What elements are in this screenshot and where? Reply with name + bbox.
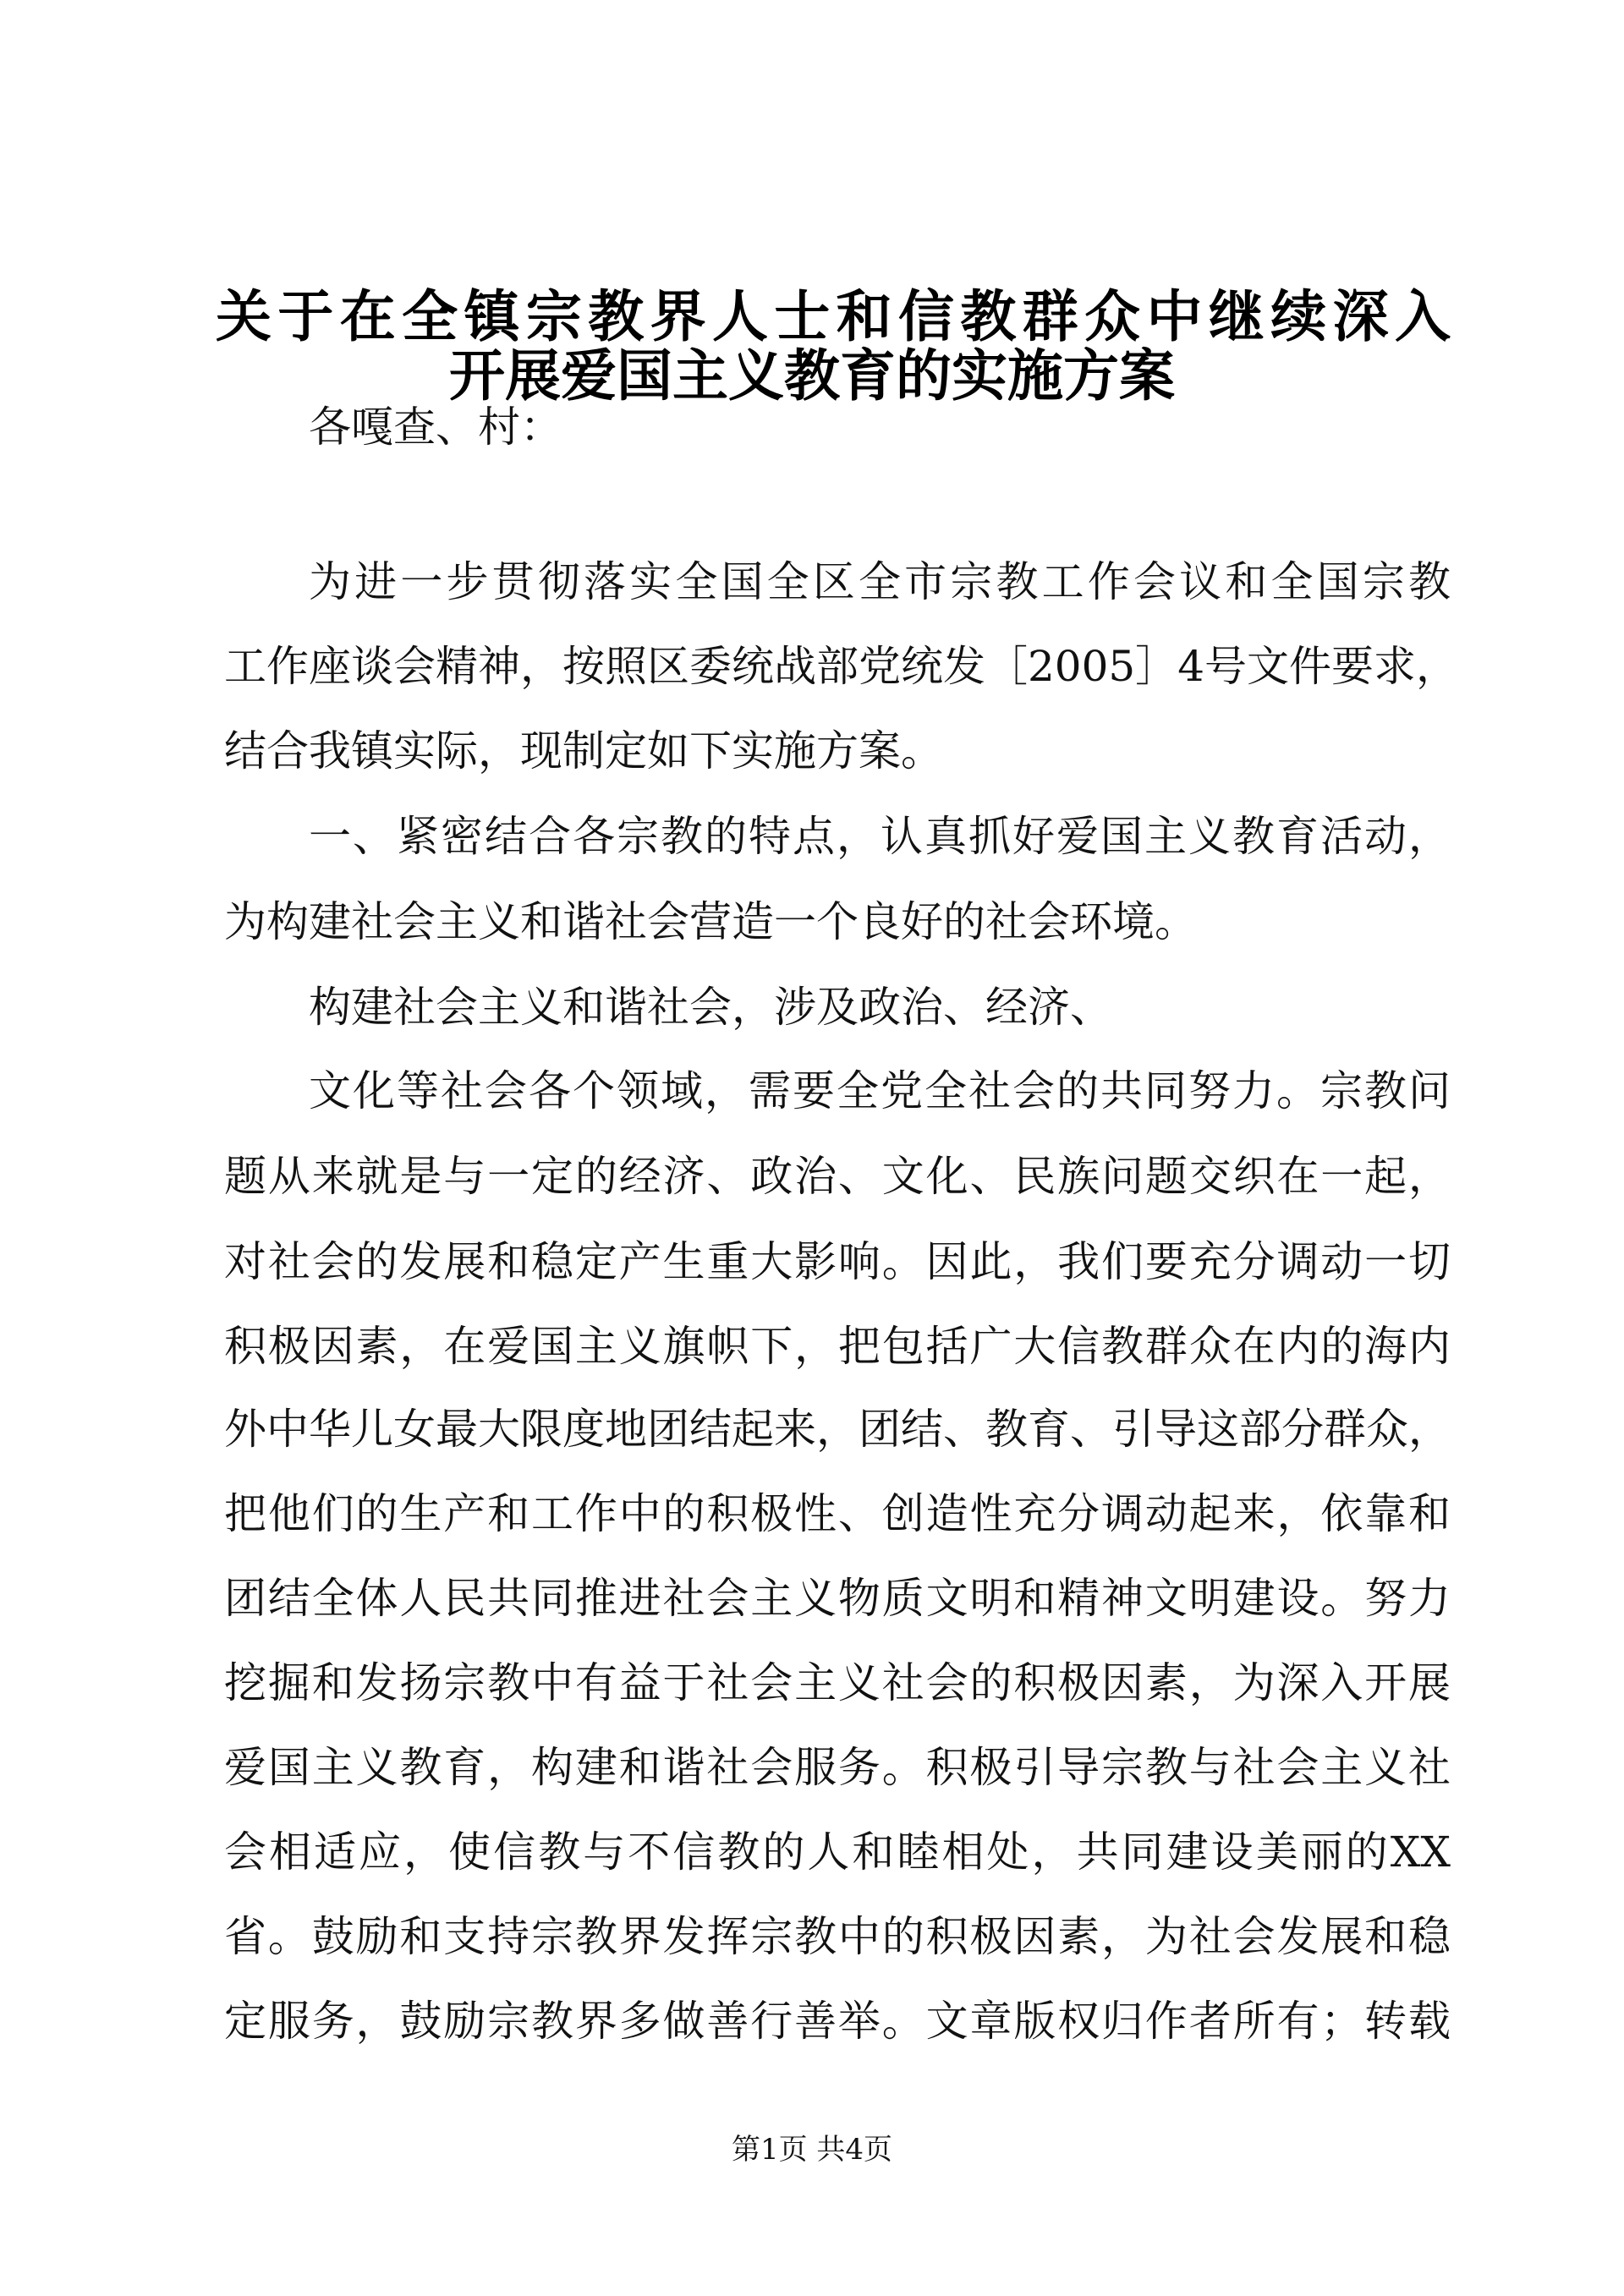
body-line: 为进一步贯彻落实全国全区全市宗教工作会议和全国宗教 (309, 557, 1451, 606)
body-line: 题从来就是与一定的经济、政治、文化、民族问题交织在一起， (224, 1152, 1451, 1201)
document-title-line-2: 开展爱国主义教育的实施方案 (449, 342, 1175, 408)
body-line: 为构建社会主义和谐社会营造一个良好的社会环境。 (224, 897, 1197, 946)
body-line: 把他们的生产和工作中的积极性、创造性充分调动起来，依靠和 (224, 1489, 1451, 1538)
body-line: 爱国主义教育，构建和谐社会服务。积极引导宗教与社会主义社 (224, 1743, 1451, 1792)
body-line: 对社会的发展和稳定产生重大影响。因此，我们要充分调动一切 (224, 1237, 1451, 1286)
body-line: 外中华儿女最大限度地团结起来，团结、教育、引导这部分群众， (224, 1405, 1451, 1454)
body-line: 挖掘和发扬宗教中有益于社会主义社会的积极因素，为深入开展 (224, 1658, 1451, 1707)
body-line: 定服务，鼓励宗教界多做善行善举。文章版权归作者所有；转载 (224, 1997, 1451, 2046)
page-number-footer: 第1页 共4页 (731, 2133, 893, 2167)
body-line: 一、紧密结合各宗教的特点，认真抓好爱国主义教育活动， (309, 812, 1451, 861)
body-line: 省。鼓励和支持宗教界发挥宗教中的积极因素，为社会发展和稳 (224, 1912, 1451, 1961)
body-line: 会相适应，使信教与不信教的人和睦相处，共同建设美丽的XX (224, 1827, 1451, 1877)
body-line: 构建社会主义和谐社会，涉及政治、经济、 (309, 983, 1112, 1032)
body-line: 团结全体人民共同推进社会主义物质文明和精神文明建设。努力 (224, 1574, 1451, 1623)
body-line: 工作座谈会精神，按照区委统战部党统发［2005］4号文件要求， (224, 642, 1459, 691)
body-line: 文化等社会各个领域，需要全党全社会的共同努力。宗教问 (309, 1066, 1451, 1115)
body-line: 结合我镇实际，现制定如下实施方案。 (224, 726, 943, 775)
body-line: 积极因素，在爱国主义旗帜下，把包括广大信教群众在内的海内 (224, 1322, 1451, 1371)
document-title-line-1: 关于在全镇宗教界人士和信教群众中继续深入 (216, 283, 1451, 349)
salutation: 各嘎查、村： (309, 403, 562, 452)
